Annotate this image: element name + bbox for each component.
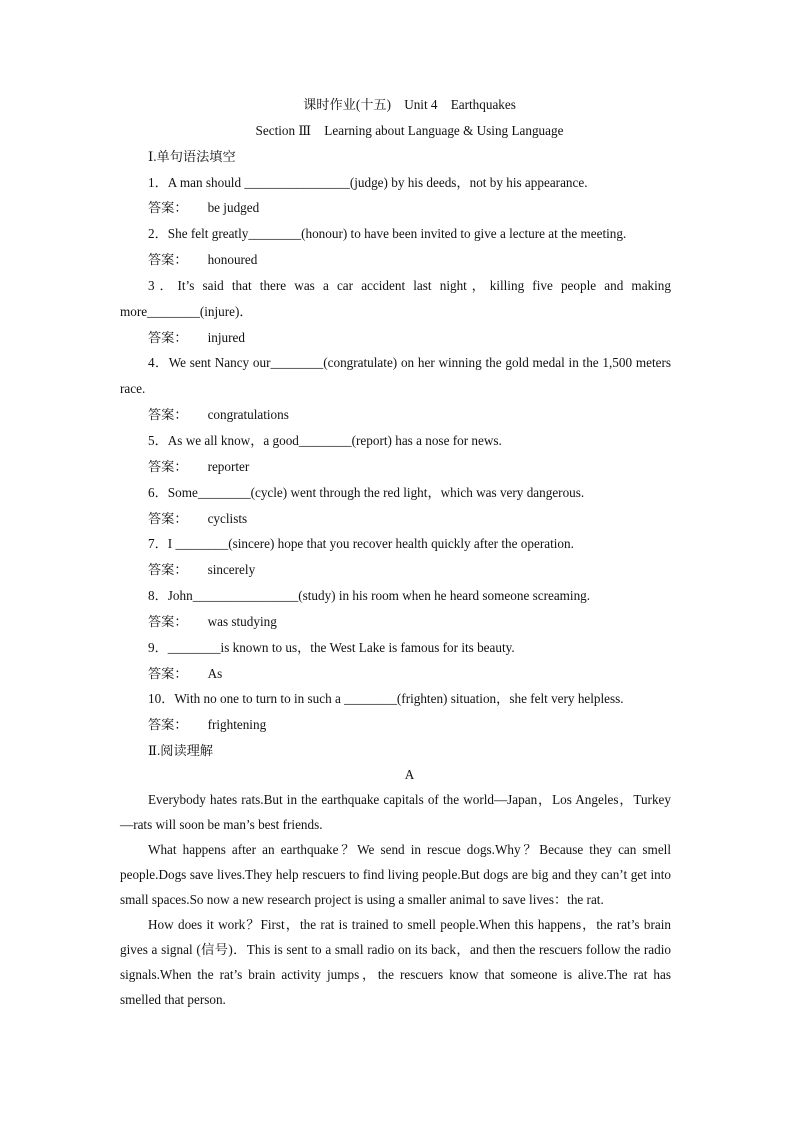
grammar-item-4	[120, 350, 671, 402]
answer-text: cyclists	[207, 510, 248, 526]
answer-line-1	[120, 195, 671, 221]
item-number: 3．	[148, 277, 178, 293]
answer-text: be judged	[207, 200, 260, 216]
answer-text: congratulations	[207, 407, 289, 423]
item-number: 10．	[148, 691, 175, 707]
answer-text: injured	[207, 329, 245, 345]
answer-label: 答案：	[148, 329, 188, 345]
grammar-item-1	[120, 170, 671, 196]
item-number: 6．	[148, 484, 168, 500]
item-text: We sent Nancy our________(congratulate) on her winning the gold medal in the 1,500 meters race.	[120, 355, 672, 397]
answer-line-10	[120, 712, 671, 738]
answer-line-6	[120, 506, 671, 532]
item-text: ________is known to us，the West Lake is famous for its beauty.	[167, 639, 515, 655]
answer-label: 答案：	[148, 200, 188, 216]
page-subtitle: Section Ⅲ Learning about Language & Using Language	[255, 122, 564, 138]
item-number: 8．	[148, 588, 168, 604]
answer-line-7	[120, 557, 671, 583]
item-text: With no one to turn to in such a ________(frighten) situation，she felt very helpless.	[174, 691, 624, 707]
grammar-item-10	[120, 686, 671, 712]
reading-section	[120, 739, 671, 1013]
page-title: 课时作业(十五) Unit 4 Earthquakes	[303, 97, 516, 112]
grammar-item-3	[120, 273, 671, 325]
answer-line-2	[120, 247, 671, 273]
item-number: 2．	[148, 226, 168, 242]
answer-text: sincerely	[207, 562, 256, 578]
answer-label: 答案：	[148, 562, 188, 578]
answer-text: was studying	[207, 613, 277, 629]
item-text: Some________(cycle) went through the red light，which was very dangerous.	[167, 484, 585, 500]
item-number: 4．	[148, 355, 169, 371]
answer-label: 答案：	[148, 665, 188, 681]
grammar-item-8	[120, 583, 671, 609]
passage-label: A	[404, 767, 415, 783]
grammar-item-6	[120, 480, 671, 506]
item-text: As we all know，a good________(report) has a nose for news.	[167, 432, 502, 448]
passage-paragraph-3: How does it work？First，the rat is trained to smell people.When this happens，the rat’s brain gives a signal (信号)．This is sent to a small radio on its back，and then the rescuers follow the radio signals.When the rat’s brain activity jumps，the rescuers know that someone is alive.The rat has smelled that person.	[120, 916, 671, 1007]
item-number: 7．	[148, 536, 168, 552]
answer-label: 答案：	[148, 252, 188, 268]
grammar-item-7	[120, 531, 671, 557]
grammar-item-2	[120, 221, 671, 247]
answer-text: As	[207, 665, 223, 681]
answer-label: 答案：	[148, 510, 188, 526]
item-text: It’s said that there was a car accident last night，killing five people and making more________(injure)．	[120, 277, 671, 319]
item-text: I ________(sincere) hope that you recover health quickly after the operation.	[167, 536, 574, 552]
item-text: John________________(study) in his room when he heard someone screaming.	[167, 588, 591, 604]
answer-text: reporter	[207, 458, 250, 474]
item-number: 9．	[148, 639, 168, 655]
answer-label: 答案：	[148, 717, 188, 733]
answer-label: 答案：	[148, 458, 188, 474]
answer-line-5	[120, 454, 671, 480]
item-text: A man should ________________(judge) by his deeds，not by his appearance.	[167, 174, 588, 190]
answer-label: 答案：	[148, 613, 188, 629]
answer-line-8	[120, 609, 671, 635]
grammar-item-9	[120, 635, 671, 661]
item-number: 5．	[148, 432, 168, 448]
grammar-section	[120, 92, 671, 738]
section-heading-grammar: Ⅰ.单句语法填空	[148, 148, 236, 164]
answer-text: honoured	[207, 252, 258, 268]
answer-text: frightening	[207, 717, 267, 733]
grammar-item-5	[120, 428, 671, 454]
section-heading-reading: Ⅱ.阅读理解	[148, 742, 214, 758]
item-text: She felt greatly________(honour) to have been invited to give a lecture at the meeting.	[167, 226, 627, 242]
answer-line-4	[120, 402, 671, 428]
answer-line-3	[120, 325, 671, 351]
passage-paragraph-1: Everybody hates rats.But in the earthquake capitals of the world—Japan，Los Angeles，Turkey—rats will soon be man’s best friends.	[120, 792, 671, 833]
answer-line-9	[120, 661, 671, 687]
answer-label: 答案：	[148, 407, 188, 423]
passage-paragraph-2: What happens after an earthquake？We send in rescue dogs.Why？Because they can smell people.Dogs save lives.They help rescuers to find living people.But dogs are big and they can’t get into small spaces.So now a new research project is using a smaller animal to save lives：the rat.	[120, 842, 671, 907]
item-number: 1．	[148, 174, 168, 190]
